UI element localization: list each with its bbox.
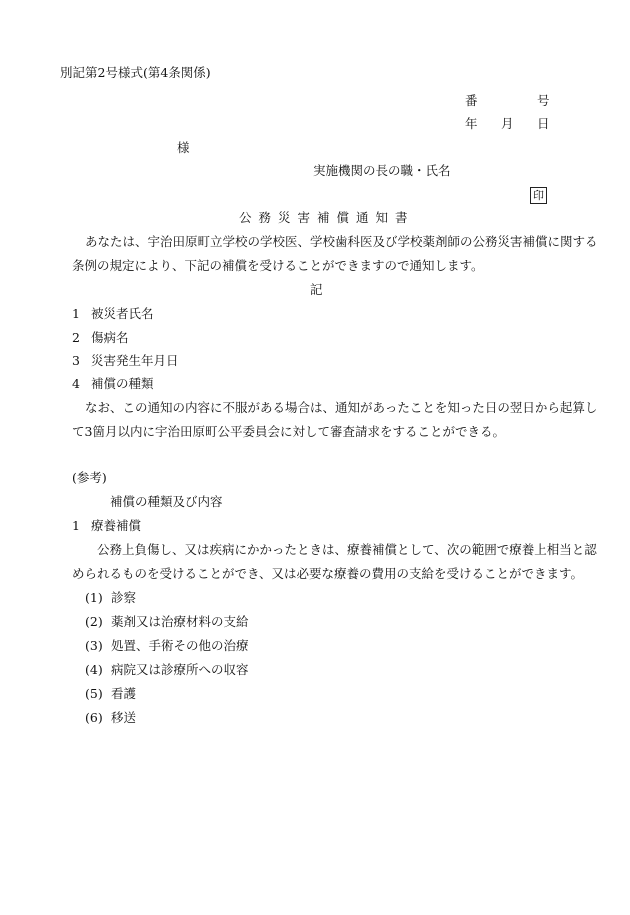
item-label: 被災者氏名	[91, 306, 154, 321]
sender-title: 実施機関の長の職・氏名	[313, 163, 451, 178]
reference-subheading: 補償の種類及び内容	[110, 494, 223, 509]
number-go: 号	[537, 93, 550, 108]
section-title: 療養補償	[91, 518, 142, 533]
list-num: (6)	[85, 710, 103, 725]
ki-heading: 記	[310, 282, 323, 297]
list-item: 病院又は診療所への収容	[111, 662, 249, 677]
item-num: 4	[72, 376, 80, 391]
body-line-2: 条例の規定により、下記の補償を受けることができますので通知します。	[72, 258, 484, 273]
appeal-line-2: て3箇月以内に宇治田原町公平委員会に対して審査請求をすることができる。	[72, 424, 505, 439]
item-label: 傷病名	[91, 330, 129, 345]
item-num: 1	[72, 306, 80, 321]
section-num: 1	[72, 518, 80, 533]
item-label: 災害発生年月日	[91, 353, 179, 368]
item-label: 補償の種類	[91, 376, 154, 391]
list-item: 診察	[111, 590, 137, 605]
list-item: 処置、手術その他の治療	[111, 638, 249, 653]
reference-heading: (参考)	[72, 470, 107, 485]
list-num: (5)	[85, 686, 103, 701]
item-num: 2	[72, 330, 80, 345]
list-item: 薬剤又は治療材料の支給	[111, 614, 249, 629]
list-item: 移送	[111, 710, 137, 725]
addressee-suffix: 様	[177, 140, 190, 155]
seal-stamp: 印	[530, 187, 547, 204]
item-num: 3	[72, 353, 80, 368]
list-num: (1)	[85, 590, 103, 605]
appeal-line-1: なお、この通知の内容に不服がある場合は、通知があったことを知った日の翌日から起算し	[85, 400, 598, 415]
list-num: (3)	[85, 638, 103, 653]
desc-line-2: められるものを受けることができ、又は必要な療養の費用の支給を受けることができます。	[72, 566, 584, 581]
body-line-1: あなたは、宇治田原町立学校の学校医、学校歯科医及び学校薬剤師の公務災害補償に関する	[85, 234, 598, 249]
desc-line-1: 公務上負傷し、又は疾病にかかったときは、療養補償として、次の範囲で療養上相当と認	[97, 542, 597, 557]
date-month: 月	[501, 116, 514, 131]
list-num: (4)	[85, 662, 103, 677]
date-day: 日	[537, 116, 550, 131]
document-title: 公務災害補償通知書	[239, 210, 415, 225]
form-id: 別記第2号様式(第4条関係)	[60, 65, 211, 80]
list-num: (2)	[85, 614, 103, 629]
list-item: 看護	[111, 686, 137, 701]
number-ban: 番	[465, 93, 478, 108]
date-year: 年	[465, 116, 478, 131]
